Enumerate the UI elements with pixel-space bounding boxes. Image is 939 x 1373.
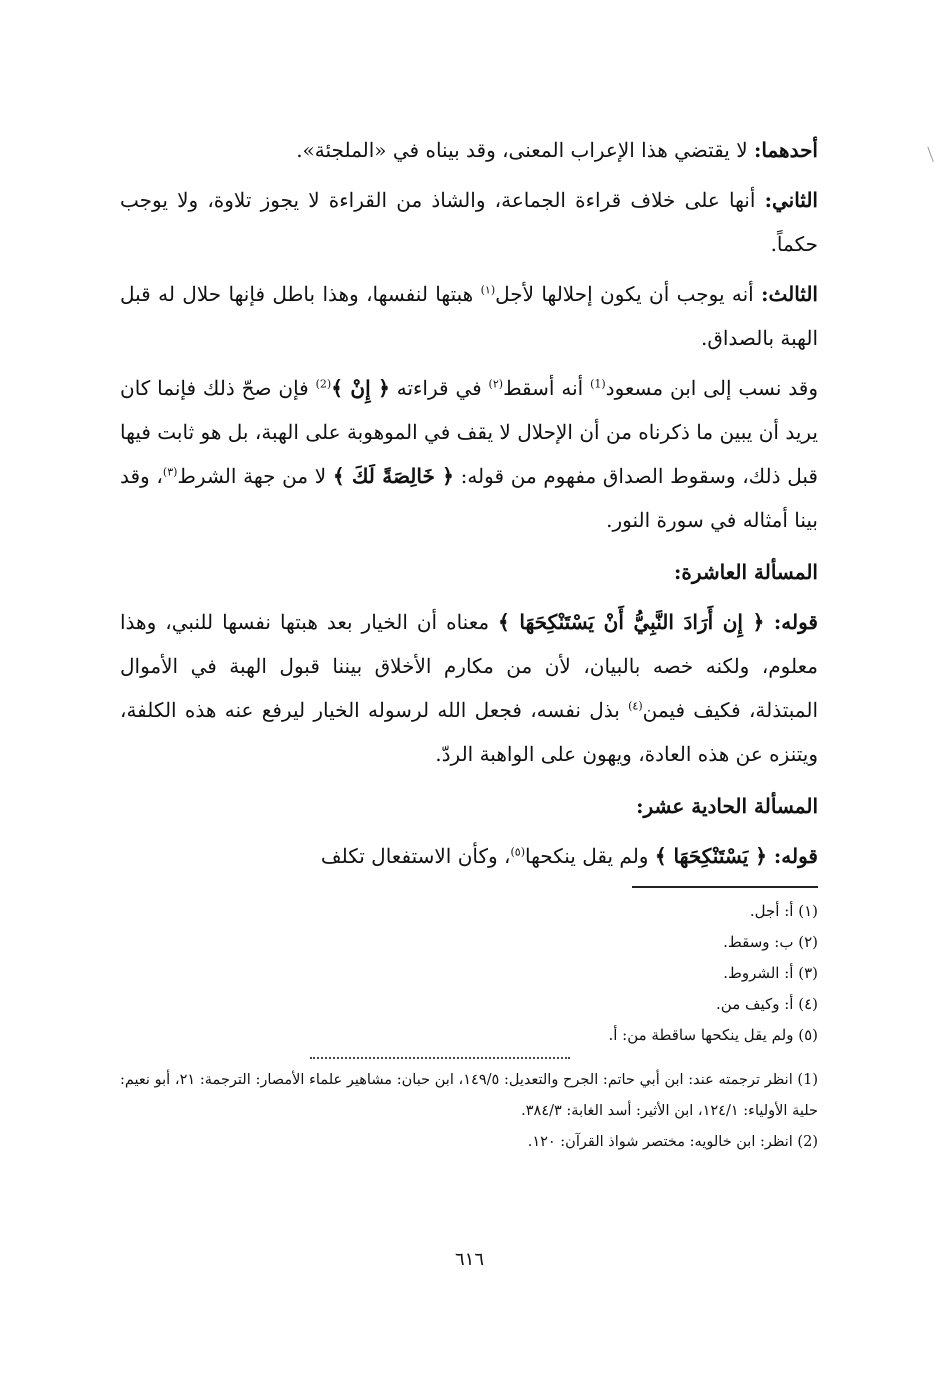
text-third-b: هبتها لنفسها، وهذا باطل فإنها حلال له قبل الهبة بالصداق. (120, 282, 818, 350)
editor-footnote-1: (1) انظر ترجمته عند: ابن أبي حاتم: الجرح والتعديل: ١٤٩/٥، ابن حبان: مشاهير علماء الأمصار: الترجمة: ٢١، أبو نعيم: حلية الأولياء: ١٢٤/١، ابن الأثير: أسد الغابة: ٣٨٤/٣. (120, 1072, 818, 1119)
footnote-ref-1: (١) (480, 283, 496, 297)
heading-tenth-issue: المسألة العاشرة: (674, 560, 818, 584)
page-number: ٦١٦ (454, 1249, 484, 1270)
quran-quote-arada: ﴿ إِن أَرَادَ النَّبِيُّ أَنْ يَسْتَنْكِحَهَا ﴾ (498, 610, 765, 634)
footnote-ref-4: (٤) (628, 699, 643, 713)
text-p5-a: قوله: (764, 610, 818, 634)
footnote-separator (632, 886, 818, 888)
editor-ref-1: (1) (590, 377, 606, 391)
editor-ref-2: (2) (315, 377, 332, 391)
editor-footnote-2: (2) انظر: ابن خالويه: مختصر شواذ القرآن: ١٢٠. (527, 1134, 818, 1150)
editor-footnote-separator (310, 1057, 570, 1059)
footnote-4: (٤) أ: وكيف من. (716, 995, 818, 1013)
quran-quote-khalisa: ﴿ خَالِصَةً لَكَ ﴾ (332, 464, 454, 488)
paragraph-first (120, 128, 818, 172)
text-p4-f: ، وقد بينا أمثاله في سورة النور. (120, 464, 818, 532)
paragraph-ibn-masud (120, 366, 818, 542)
footnote-2: (٢) ب: وسقط. (723, 933, 818, 951)
text-p6-a: قوله: (766, 844, 818, 868)
paragraph-eleventh (120, 834, 818, 878)
label-third: الثالث: (761, 282, 818, 306)
paragraph-tenth (120, 600, 818, 776)
label-second: الثاني: (764, 188, 818, 212)
footnote-5: (٥) ولم يقل ينكحها ساقطة من: أ. (608, 1026, 818, 1044)
text-p4-a: وقد نسب إلى ابن مسعود (605, 376, 819, 400)
paragraph-second (120, 178, 818, 266)
footnote-ref-3: (٣) (162, 465, 178, 479)
quran-quote-in: ﴿ إِنْ ﴾ (331, 376, 390, 400)
text-p4-e: لا من جهة الشرط (177, 464, 333, 488)
text-third-a: أنه يوجب أن يكون إحلالها لأجل (495, 282, 762, 306)
page-body (120, 128, 818, 1158)
footnote-ref-5: (٥) (510, 845, 525, 859)
label-first: أحدهما: (753, 138, 818, 162)
footnote-1: (١) أ: أجل. (749, 902, 818, 920)
text-p5-b: معناه أن الخيار بعد هبتها نفسها للنبي، وهذا معلوم، ولكنه خصه بالبيان، لأن من مكارم الأخلاق بيننا قبول الهبة في الأموال المبتذلة، فكيف فيمن (120, 610, 818, 722)
margin-mark (927, 146, 935, 162)
text-second: أنها على خلاف قراءة الجماعة، والشاذ من القراءة لا يجوز تلاوة، ولا يوجب حكماً. (120, 188, 818, 256)
heading-eleventh-issue: المسألة الحادية عشر: (636, 794, 818, 818)
text-p4-d: فإن صحّ ذلك فإنما كان يريد أن يبين ما ذكرناه من أن الإحلال لا يقف في الموهوبة على الهبة، بل هو ثابت فيها قبل ذلك، وسقوط الصداق مفهوم من قوله: (120, 376, 818, 488)
text-p6-b: ولم يقل ينكحها (524, 844, 655, 868)
text-p4-c: في قراءته (389, 376, 489, 400)
text-first: لا يقتضي هذا الإعراب المعنى، وقد بيناه في «الملجئة». (296, 138, 754, 162)
footnote-3: (٣) أ: الشروط. (723, 964, 818, 982)
quran-quote-yastankihaha: ﴿ يَسْتَنْكِحَهَا ﴾ (654, 844, 767, 868)
text-p5-c: بذل نفسه، فجعل الله لرسوله الخيار ليرفع عنه هذه الكلفة، ويتنزه عن هذه العادة، ويهون على الواهبة الردّ. (120, 698, 818, 766)
footnote-ref-2: (٢) (488, 377, 504, 391)
paragraph-third (120, 272, 818, 360)
text-p6-c: ، وكأن الاستفعال تكلف (320, 844, 511, 868)
text-p4-b: أنه أسقط (503, 376, 591, 400)
